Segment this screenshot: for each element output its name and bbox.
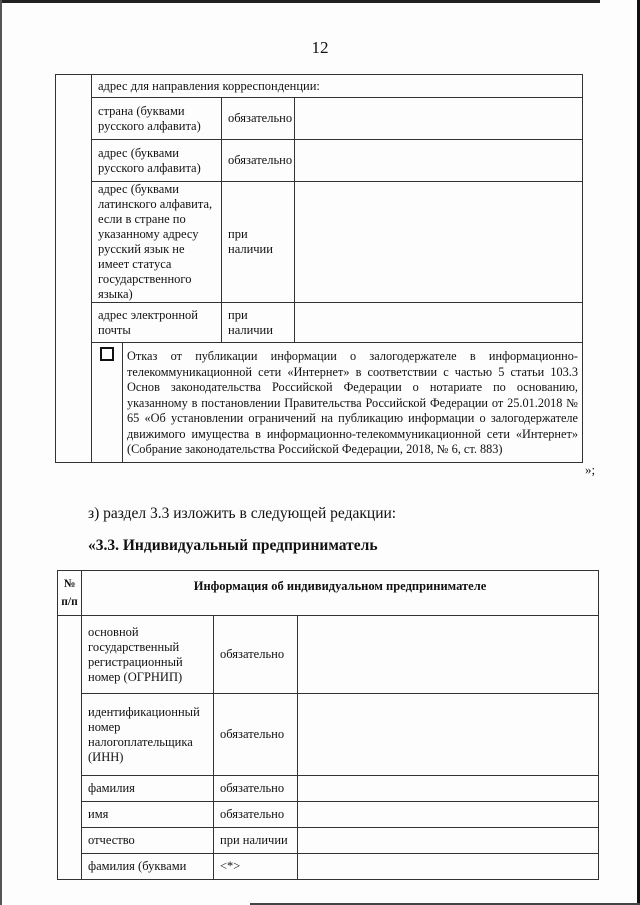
amendment-instruction: з) раздел 3.3 изложить в следующей редакции: (88, 505, 397, 522)
field-value[interactable] (295, 140, 583, 182)
field-requirement: обязательно (214, 616, 298, 694)
table-row (58, 828, 599, 854)
table-row (58, 694, 599, 776)
table-row (56, 98, 583, 140)
number-cell (58, 616, 82, 880)
table-row (58, 616, 599, 694)
field-value[interactable] (295, 303, 583, 343)
field-label: фамилия (буквами (82, 854, 214, 880)
column-header-title: Информация об индивидуальном предпринимателе (82, 571, 599, 616)
field-value[interactable] (298, 802, 599, 828)
field-value[interactable] (298, 854, 599, 880)
field-label: адрес (буквами латинского алфавита, если в стране по указанному адресу русский язык не имеет статуса государственного языка) (92, 182, 222, 303)
field-value[interactable] (298, 694, 599, 776)
field-requirement: при наличии (222, 303, 295, 343)
field-label: основной государственный регистрационный номер (ОГРНИП) (82, 616, 214, 694)
field-requirement: <*> (214, 854, 298, 880)
page-number: 12 (311, 38, 329, 57)
table-header-row (58, 571, 599, 616)
table-row (58, 802, 599, 828)
field-requirement: обязательно (222, 140, 295, 182)
number-cell (56, 75, 92, 463)
section-header-cell: адрес для направления корреспонденции: (92, 75, 583, 98)
waiver-checkbox[interactable] (100, 347, 114, 361)
page-edge-left (0, 0, 2, 905)
table-row (58, 854, 599, 880)
waiver-row (56, 343, 583, 463)
table-row (56, 182, 583, 303)
closing-quote: »; (585, 462, 596, 477)
field-label: отчество (82, 828, 214, 854)
field-label: фамилия (82, 776, 214, 802)
waiver-cell (92, 343, 583, 463)
field-requirement: обязательно (214, 802, 298, 828)
table-row (56, 303, 583, 343)
section-heading: «3.3. Индивидуальный предприниматель (88, 537, 378, 554)
field-value[interactable] (295, 182, 583, 303)
field-label: адрес электронной почты (92, 303, 222, 343)
pledgee-address-table (55, 74, 583, 463)
page-edge-top (0, 0, 600, 3)
field-requirement: при наличии (222, 182, 295, 303)
field-label: страна (буквами русского алфавита) (92, 98, 222, 140)
waiver-checkbox-cell (92, 343, 123, 462)
waiver-text: Отказ от публикации информации о залогодержателе в информационно-телекоммуникационной сети «Интернет» в соответствии с частью 5 статьи 103.3 Основ законодательства Российской Федерации о нотариате по основанию, указанному в постановлении Правительства Российской Федерации от 25.01.2018 № 65 «Об установлении ограничений на публикацию информации о залогодержателе движимого имущества в информационно-телекоммуникационной сети «Интернет» (Собрание законодательства Российской Федерации, 2018, № 6, ст. 883) (127, 349, 578, 456)
table-row (58, 776, 599, 802)
field-value[interactable] (298, 828, 599, 854)
field-label: идентификационный номер налогоплательщика (ИНН) (82, 694, 214, 776)
field-requirement: обязательно (214, 776, 298, 802)
field-requirement: обязательно (214, 694, 298, 776)
field-requirement: при наличии (214, 828, 298, 854)
field-value[interactable] (298, 616, 599, 694)
field-value[interactable] (298, 776, 599, 802)
column-header-number: № п/п (58, 571, 82, 616)
field-value[interactable] (295, 98, 583, 140)
field-label: имя (82, 802, 214, 828)
waiver-inner (92, 343, 582, 462)
entrepreneur-table (57, 570, 599, 880)
table-row (56, 140, 583, 182)
table-row (56, 75, 583, 98)
field-requirement: обязательно (222, 98, 295, 140)
field-label: адрес (буквами русского алфавита) (92, 140, 222, 182)
